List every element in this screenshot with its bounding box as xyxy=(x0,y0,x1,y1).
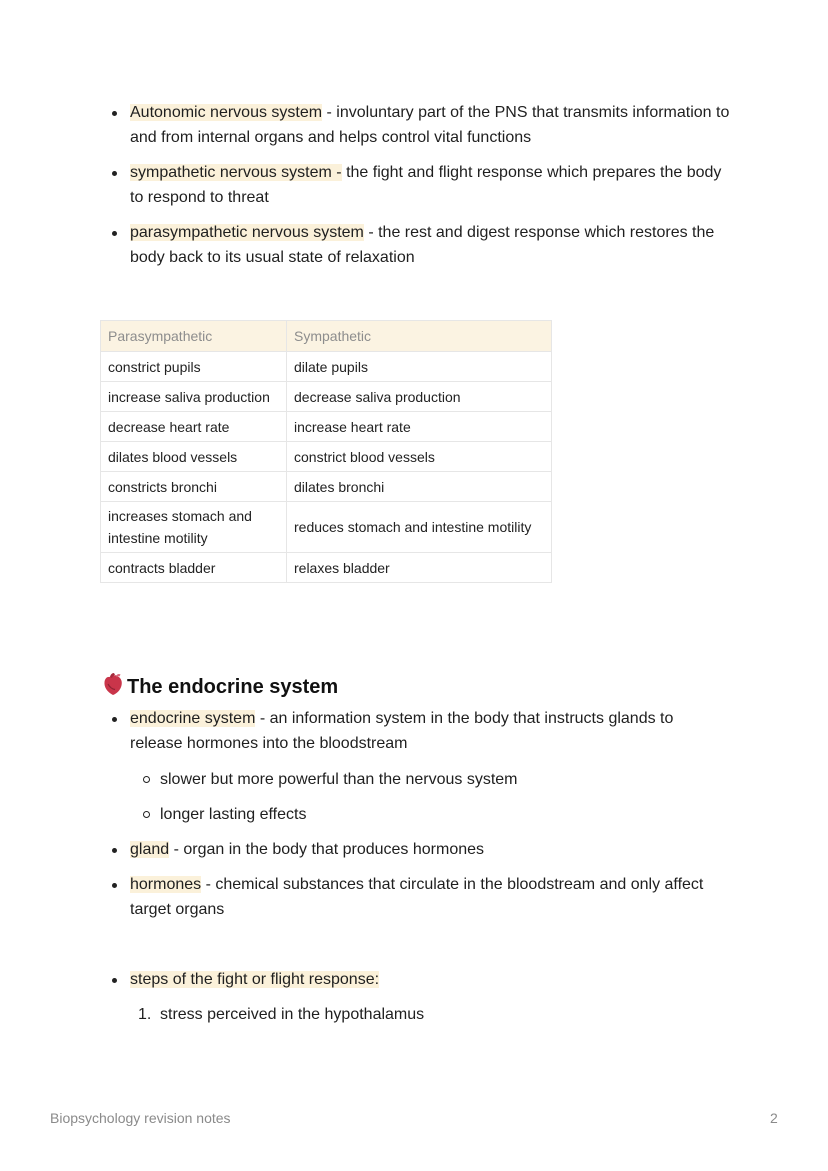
highlighted-term: gland xyxy=(130,841,170,858)
sub-list-item xyxy=(160,802,730,827)
bullet-icon xyxy=(112,171,117,176)
table-cell: dilate pupils xyxy=(287,352,552,382)
table-row xyxy=(101,382,552,412)
definition-text: - the rest and digest response which restores the body back to its usual state of relaxation xyxy=(130,224,715,266)
list-item xyxy=(130,706,730,756)
table-cell: dilates blood vessels xyxy=(101,442,287,472)
sub-item-text: slower but more powerful than the nervous system xyxy=(160,771,518,788)
table-cell: decrease heart rate xyxy=(101,412,287,442)
table-cell: increase heart rate xyxy=(287,412,552,442)
section-heading xyxy=(102,672,338,703)
step-text: stress perceived in the hypothalamus xyxy=(160,1006,425,1023)
highlighted-term: Autonomic nervous system xyxy=(130,104,323,121)
list-item xyxy=(130,100,730,150)
table-cell: dilates bronchi xyxy=(287,472,552,502)
table-cell: constrict pupils xyxy=(101,352,287,382)
bullet-icon xyxy=(112,883,117,888)
list-item xyxy=(130,220,730,270)
bullet-icon xyxy=(112,111,117,116)
table-row xyxy=(101,502,552,553)
definition-text: - involuntary part of the PNS that transmits information to and from internal organs and helps control vital functions xyxy=(130,104,730,146)
section-heading-text: The endocrine system xyxy=(127,676,339,698)
highlighted-term: steps of the fight or flight response: xyxy=(130,971,380,988)
anatomical-heart-icon xyxy=(102,672,124,703)
table-header-cell: Sympathetic xyxy=(287,321,552,352)
numbered-list-item xyxy=(138,1002,730,1027)
bullet-icon xyxy=(112,231,117,236)
table-cell: contracts bladder xyxy=(101,553,287,583)
table-row xyxy=(101,412,552,442)
definition-text: the fight and flight response which prepares the body to respond to threat xyxy=(130,164,722,206)
hollow-bullet-icon xyxy=(143,811,150,818)
table-cell: reduces stomach and intestine motility xyxy=(287,502,552,553)
highlighted-term: sympathetic nervous system - xyxy=(130,164,342,181)
table-cell: decrease saliva production xyxy=(287,382,552,412)
table-cell: constrict blood vessels xyxy=(287,442,552,472)
table-row xyxy=(101,553,552,583)
table-row xyxy=(101,442,552,472)
table-header-cell: Parasympathetic xyxy=(101,321,287,352)
list-item xyxy=(130,967,730,992)
list-item xyxy=(130,160,730,210)
sub-list-item xyxy=(160,767,730,792)
table-header-row xyxy=(101,321,552,352)
hollow-bullet-icon xyxy=(143,776,150,783)
list-item xyxy=(130,872,730,922)
table-cell: increase saliva production xyxy=(101,382,287,412)
definition-text: - chemical substances that circulate in the bloodstream and only affect target organs xyxy=(130,876,704,918)
definition-text: - organ in the body that produces hormones xyxy=(169,841,485,858)
table-cell: constricts bronchi xyxy=(101,472,287,502)
footer-title: Biopsychology revision notes xyxy=(50,1110,231,1126)
comparison-table xyxy=(100,320,552,583)
bullet-icon xyxy=(112,978,117,983)
highlighted-term: hormones xyxy=(130,876,202,893)
bullet-icon xyxy=(112,717,117,722)
page-number: 2 xyxy=(770,1110,778,1126)
definition-text: - an information system in the body that instructs glands to release hormones into the bloodstream xyxy=(130,710,674,752)
step-number: 1. xyxy=(138,1006,152,1023)
sub-item-text: longer lasting effects xyxy=(160,806,307,823)
table-row xyxy=(101,472,552,502)
list-item xyxy=(130,837,730,862)
highlighted-term: endocrine system xyxy=(130,710,256,727)
table-cell: increases stomach and intestine motility xyxy=(101,502,287,553)
table-cell: relaxes bladder xyxy=(287,553,552,583)
bullet-icon xyxy=(112,848,117,853)
highlighted-term: parasympathetic nervous system xyxy=(130,224,364,241)
table-row xyxy=(101,352,552,382)
